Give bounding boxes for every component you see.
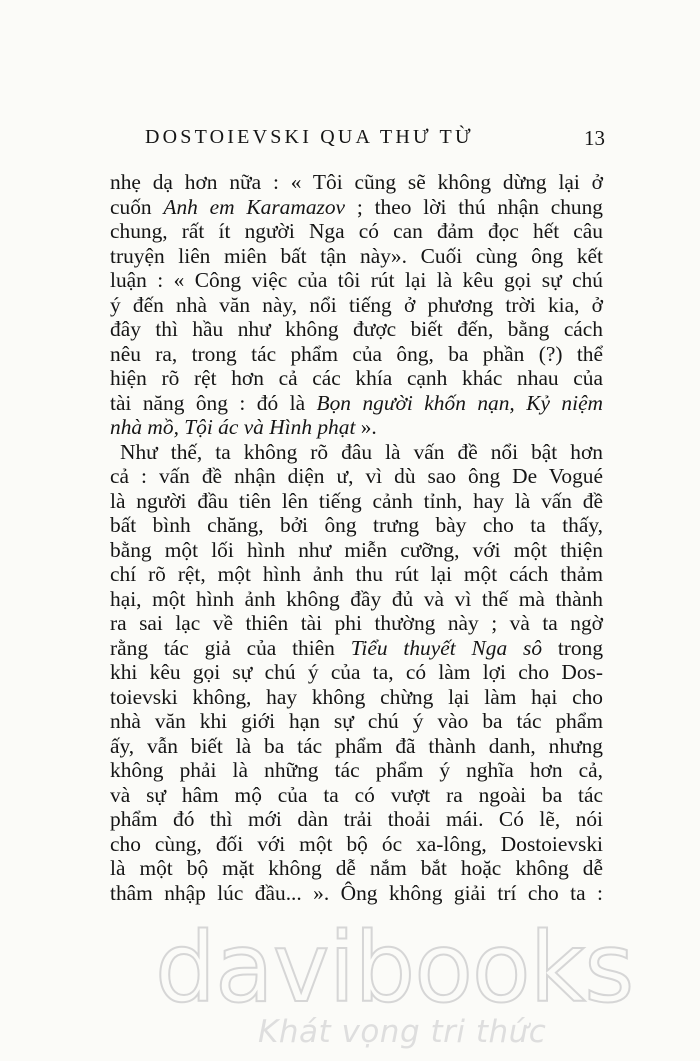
watermark-logo: davibooks [155,912,634,1024]
watermark-tagline: Khát vọng tri thức [258,1014,547,1050]
page-number: 13 [584,126,605,150]
text-line: toievski không, hay không chừng lại làm hại cho [110,684,603,709]
text-line: là người đầu tiên lên tiếng cảnh tỉnh, hay là vấn đề [110,488,603,513]
book-title-novel: Tiểu thuyết Nga sô [350,635,543,660]
book-titles: Bọn người khốn nạn, Kỷ niệm [316,390,604,415]
text-line: cho cùng, đối với một bộ óc xa-lông, Dostoievski [110,831,603,856]
text-line: ấy, vẫn biết là ba tác phẩm đã thành danh, nhưng [110,733,603,758]
text-line: hiện rõ rệt hơn cả các khía cạnh khác nhau của [110,366,603,390]
watermark [0,912,700,1060]
text-line: nhà văn khi giới hạn sự chú ý vào ba tác phẩm [110,709,603,733]
text-line: bất bình chăng, bởi ông trưng bày cho ta thấy, [110,513,603,537]
text-line: nêu ra, trong tác phẩm của ông, ba phần (?) thể [110,341,603,366]
text-line: khi kêu gọi sự chú ý của ta, có làm lợi cho Dos- [110,660,603,684]
text-line: nhà mồ, Tội ác và Hình phạt ». [110,415,377,439]
text-line: bằng một lối hình như miễn cưỡng, với một thiện [110,537,603,562]
paragraph-start: Như thế, ta không rõ đâu là vấn đề nổi bật hơn [120,439,603,464]
text-line: đây thì hầu như không được biết đến, bằng cách [110,317,603,341]
text-line: không phải là những tác phẩm ý nghĩa hơn cả, [110,758,603,782]
text-line: luận : « Công việc của tôi rút lại là kêu gọi sự chú [110,268,603,292]
running-title: DOSTOIEVSKI QUA THƯ TỪ [145,126,474,148]
text-line: và sự hâm mộ của ta có vượt ra ngoài ba tác [110,782,603,807]
text-line: ý đến nhà văn này, nổi tiếng ở phương trời kia, ở [110,292,603,317]
text-line: chí rõ rệt, một hình ảnh thu rút lại một cách thảm [110,562,603,586]
text-line: hại, một hình ảnh không đầy đủ và vì thế mà thành [110,586,603,611]
book-titles: nhà mồ, Tội ác và Hình phạt [110,415,356,439]
body-text [110,170,603,905]
text-line: nhẹ dạ hơn nữa : « Tôi cũng sẽ không dừng lại ở [110,170,603,194]
text-line: tài năng ông : đó là Bọn người khốn nạn, Kỷ niệm [110,390,604,415]
text-line: phẩm đó thì mới dàn trải thoải mái. Có lẽ, nói [110,807,603,831]
text-line: ra sai lạc về thiên tài phi thường này ; và ta ngờ [110,611,603,635]
book-title-karamazov: Anh em Karamazov [163,194,346,219]
text-line: thâm nhập lúc đầu... ». Ông không giải trí cho ta : [110,880,603,905]
page-header [145,126,605,156]
text-line: là một bộ mặt không dễ nắm bắt hoặc không dễ [110,856,603,880]
text-line: cả : vấn đề nhận diện ư, vì dù sao ông De Vogué [110,464,603,488]
text-line: rằng tác giả của thiên Tiểu thuyết Nga sô trong [110,635,604,660]
text-line: truyện liên miên bất tận này». Cuối cùng ông kết [110,243,603,268]
text-line: cuốn Anh em Karamazov ; theo lời thú nhận chung [110,194,603,219]
text-line: chung, rất ít người Nga có can đảm đọc hết câu [110,219,603,243]
